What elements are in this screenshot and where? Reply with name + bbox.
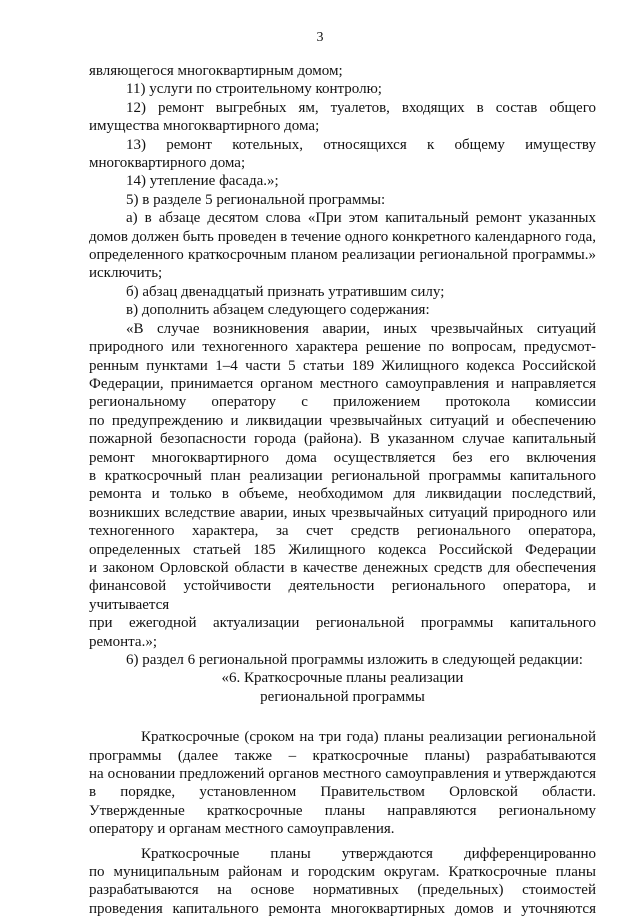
text-line: ренным пунктами 1–4 части 5 статьи 189 Жилищного кодекса Российской <box>89 357 596 374</box>
text-line: 12) ремонт выгребных ям, туалетов, входящих в состав общего <box>126 99 596 116</box>
text-line: ремонта.»; <box>89 633 157 650</box>
section-heading-line: региональной программы <box>260 688 425 705</box>
text-line: в) дополнить абзацем следующего содержания: <box>126 302 430 319</box>
text-line: ремонт многоквартирного дома осуществляется без его включения <box>89 449 596 466</box>
text-line: исключить; <box>89 265 163 282</box>
text-line: домов должен быть проведен в течение одного конкретного календарного года, <box>89 228 596 245</box>
text-line: на основании предложений органов местного самоуправления и утверждаются <box>89 766 596 783</box>
text-line: региональному оператору с приложением протокола комиссии <box>89 394 596 411</box>
text-line: Краткосрочные планы утверждаются дифференцированно <box>141 845 596 862</box>
text-line: имущества многоквартирного дома; <box>89 118 320 135</box>
paragraph-gap <box>89 706 596 728</box>
page-number: 3 <box>316 30 324 45</box>
text-line: Федерации, принимается органом местного самоуправления и направляется <box>89 375 596 392</box>
text-line: при ежегодной актуализации региональной программы капитального <box>89 615 596 632</box>
text-line: и законом Орловской области в качестве денежных средств для обеспечения <box>89 559 596 576</box>
text-line: оператору и органам местного самоуправления. <box>89 821 395 838</box>
text-line: разрабатываются на основе нормативных (предельных) стоимостей <box>89 882 596 899</box>
text-line: в порядке, установленном Правительством Орловской области. <box>89 784 596 801</box>
text-line: природного или техногенного характера решение по вопросам, предусмот- <box>89 339 596 356</box>
text-line: по предупреждению и ликвидации чрезвычайных ситуаций и обеспечению <box>89 412 596 429</box>
text-line: финансовой устойчивости деятельности регионального оператора, и учитывается <box>89 578 596 613</box>
text-line: Краткосрочные (сроком на три года) планы реализации региональной <box>141 729 596 746</box>
text-line: «В случае возникновения аварии, иных чрезвычайных ситуаций <box>126 320 596 337</box>
text-line: по муниципальным районам и городским округам. Краткосрочные планы <box>89 864 596 881</box>
text-line: 5) в разделе 5 региональной программы: <box>126 191 386 208</box>
text-line: в краткосрочный план реализации региональной программы капитального <box>89 467 596 484</box>
text-line: определенных статьей 185 Жилищного кодекса Российской Федерации <box>89 541 596 558</box>
text-line: являющегося многоквартирным домом; <box>89 63 343 79</box>
text-line: 11) услуги по строительному контролю; <box>126 81 382 98</box>
text-line: определенного краткосрочным планом реализации региональной программы.» <box>89 247 596 264</box>
text-line: 14) утепление фасада.»; <box>126 173 279 190</box>
text-line: многоквартирного дома; <box>89 155 246 172</box>
text-line: программы (далее также – краткосрочные планы) разрабатываются <box>89 747 596 764</box>
text-line: возникших вследствие аварии, иных чрезвычайных ситуаций природного или <box>89 504 596 521</box>
text-line: техногенного характера, за счет средств регионального оператора, <box>89 523 596 540</box>
document-body <box>89 62 596 918</box>
text-line: б) абзац двенадцатый признать утратившим силу; <box>126 283 445 300</box>
text-line: 6) раздел 6 региональной программы изложить в следующей редакции: <box>126 652 583 668</box>
text-line: а) в абзаце десятом слова «При этом капитальный ремонт указанных <box>126 210 596 227</box>
text-line: проведения капитального ремонта многоквартирных домов и уточняются <box>89 900 596 917</box>
text-line: пожарной безопасности города (района). В указанном случае капитальный <box>89 431 596 448</box>
text-line: Утвержденные краткосрочные планы направляются региональному <box>89 802 596 819</box>
section-heading-line: «6. Краткосрочные планы реализации <box>221 670 464 687</box>
text-line: ремонта и только в объеме, необходимом для ликвидации последствий, <box>89 486 596 503</box>
text-line: 13) ремонт котельных, относящихся к общему имуществу <box>126 136 596 153</box>
